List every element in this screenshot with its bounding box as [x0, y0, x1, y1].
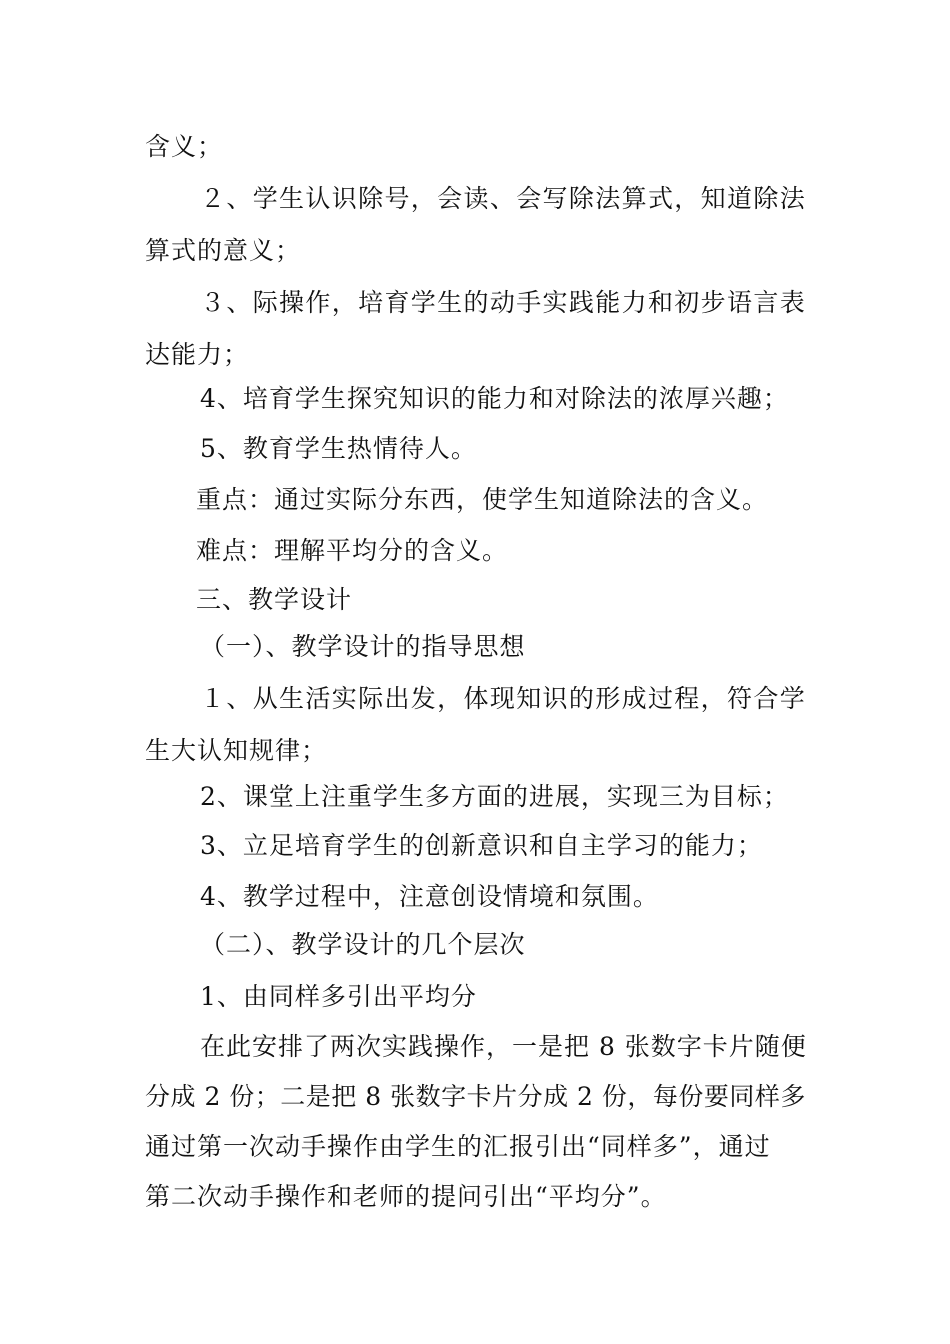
paragraph-line: 4、培育学生探究知识的能力和对除法的浓厚兴趣；	[200, 384, 789, 413]
paragraph-line: 算式的意义；	[145, 236, 302, 265]
paragraph-line: １、从生活实际出发，体现知识的形成过程，符合学	[200, 684, 807, 713]
paragraph-line: ３、际操作，培育学生的动手实践能力和初步语言表	[200, 288, 807, 317]
paragraph-line: 在此安排了两次实践操作，一是把 8 张数字卡片随便	[200, 1032, 807, 1061]
paragraph-line: ２、学生认识除号，会读、会写除法算式，知道除法	[200, 184, 807, 213]
paragraph-line: 3、立足培育学生的创新意识和自主学习的能力；	[200, 831, 763, 860]
paragraph-line: 生大认知规律；	[145, 736, 328, 765]
paragraph-line: 通过第一次动手操作由学生的汇报引出“同样多”，通过	[145, 1132, 771, 1161]
paragraph-line: 分成 2 份；二是把 8 张数字卡片分成 2 份，每份要同样多	[145, 1082, 806, 1111]
paragraph-line: 5、教育学生热情待人。	[200, 434, 477, 463]
paragraph-line: 重点：通过实际分东西，使学生知道除法的含义。	[196, 485, 769, 514]
paragraph-line: 第二次动手操作和老师的提问引出“平均分”。	[145, 1182, 667, 1211]
paragraph-line: 1、由同样多引出平均分	[200, 982, 477, 1011]
paragraph-line: 4、教学过程中，注意创设情境和氛围。	[200, 882, 659, 911]
subsection-heading: （二）、教学设计的几个层次	[200, 930, 526, 959]
paragraph-line: 2、课堂上注重学生多方面的进展，实现三为目标；	[200, 782, 789, 811]
subsection-heading: （一）、教学设计的指导思想	[200, 632, 526, 661]
section-heading: 三、教学设计	[196, 585, 353, 614]
paragraph-line: 达能力；	[145, 340, 250, 369]
paragraph-line: 含义；	[145, 132, 224, 161]
paragraph-line: 难点：理解平均分的含义。	[196, 536, 509, 565]
